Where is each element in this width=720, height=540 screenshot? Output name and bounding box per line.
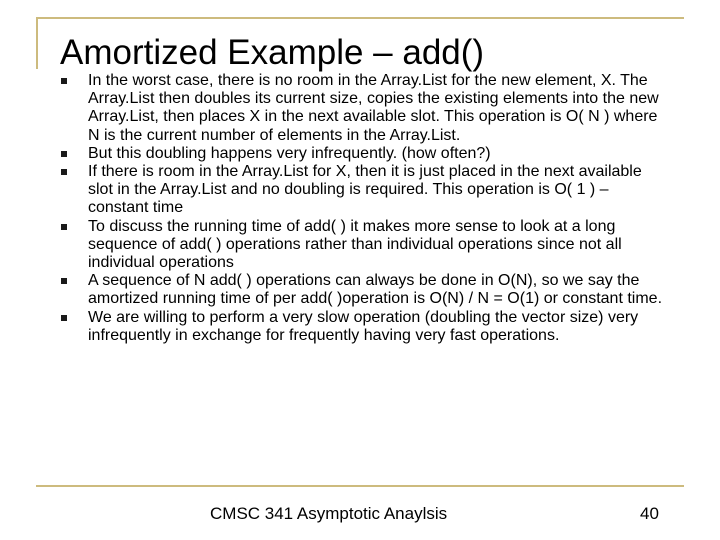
bullet-text: A sequence of N add( ) operations can always be done in O(N), so we say the amortized running time of per add( )operation is O(N) / N = O(1) or constant time. [88,272,663,308]
bullet-item [60,218,670,273]
bullet-text: We are willing to perform a very slow operation (doubling the vector size) very infrequently in exchange for frequently having very fast operations. [88,308,639,344]
footer-rule [36,485,684,487]
bullet-item [60,72,670,145]
square-bullet-icon [61,278,67,284]
page-number: 40 [640,504,659,523]
square-bullet-icon [61,224,67,230]
square-bullet-icon [61,315,67,321]
bullet-text: In the worst case, there is no room in the Array.List for the new element, X. The Array.List then doubles its current size, copies the existing elements into the new Array.List, then places X in the next available slot. This operation is O( N ) where N is the current number of elements in the Array.List. [88,72,659,144]
top-rule [36,17,684,19]
square-bullet-icon [61,151,67,157]
square-bullet-icon [61,78,67,84]
bullet-item [60,272,670,308]
bullet-item [60,163,670,218]
footer-course-label: CMSC 341 Asymptotic Anaylsis [210,504,448,523]
bullet-text: If there is room in the Array.List for X, then it is just placed in the next available slot in the Array.List and no doubling is required. This operation is O( 1 ) – constant time [88,163,642,217]
bullet-text: To discuss the running time of add( ) it makes more sense to look at a long sequence of add( ) operations rather than individual operations since not all individual operations [88,217,622,272]
bullet-list [60,72,670,345]
slide-title: Amortized Example – add() [60,33,485,72]
left-rule [36,17,38,69]
square-bullet-icon [61,169,67,175]
bullet-item [60,309,670,345]
bullet-item [60,145,670,163]
bullet-text: But this doubling happens very infrequently. (how often?) [88,144,491,162]
